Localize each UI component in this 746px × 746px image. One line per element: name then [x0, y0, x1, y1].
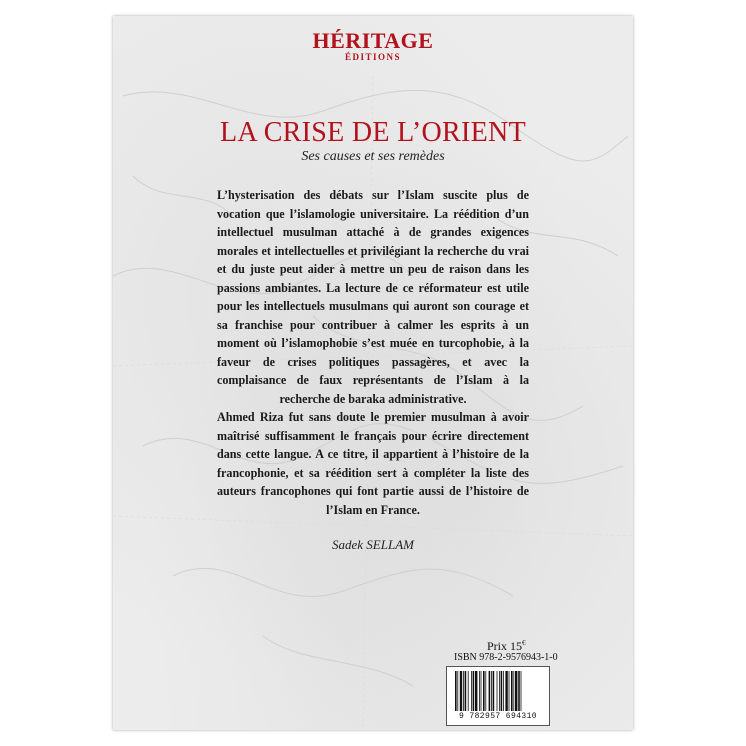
barcode-bar [503, 671, 504, 711]
barcode-bar [479, 671, 480, 711]
barcode-bar [509, 671, 510, 711]
barcode-bar [499, 671, 500, 711]
barcode-bar [489, 671, 491, 711]
blurb-text [217, 186, 529, 519]
barcode-bar [485, 671, 486, 711]
barcode-bar [460, 671, 462, 711]
barcode-bar [473, 671, 475, 711]
blurb-author: Sadek SELLAM [332, 537, 414, 552]
barcode-bar [493, 671, 495, 711]
barcode-bar [457, 671, 458, 711]
barcode-bar [471, 671, 472, 711]
barcode-bar [518, 671, 520, 711]
book-subtitle: Ses causes et ses remèdes [301, 149, 445, 164]
barcode-bar [468, 671, 469, 711]
barcode-bar [455, 671, 457, 711]
barcode-bar [481, 671, 482, 711]
barcode-bar [483, 671, 485, 711]
isbn-number: ISBN 978-2-9576943-1-0 [454, 652, 558, 663]
barcode-bar [513, 671, 514, 711]
barcode-bar [497, 671, 498, 711]
publisher-name: HÉRITAGE [312, 28, 434, 53]
price-currency: € [522, 639, 526, 647]
barcode-bar [491, 671, 492, 711]
barcode-digits: 9 782957 694310 [458, 712, 537, 721]
blurb-paragraph-1: L’hysterisation des débats sur l’Islam suscite plus de vocation que l’islamologie universitaire. La réédition d’un intellectuel musulman attaché à de grandes exigences morales et intellectuelles et privilégiant la recherche du vrai et du juste peut aider à mettre un peu de raison dans les passions ambiantes. La lecture de ce réformateur est utile pour les intellectuels musulmans qui auront son courage et sa franchise pour contribuer à calmer les esprits à un moment où l’islamophobie s’est muée en turcophobie, à la faveur de crises politiques passagères, et avec la complaisance de faux représentants de l’Islam à la recherche de baraka administrative. [217, 188, 529, 406]
barcode-bar [465, 671, 467, 711]
barcode-bar [511, 671, 513, 711]
publisher-logo [113, 30, 633, 62]
barcode [446, 666, 550, 726]
barcode-bar [501, 671, 503, 711]
book-back-cover [113, 16, 633, 730]
barcode-bar [463, 671, 464, 711]
barcode-bar [505, 671, 507, 711]
barcode-bars [455, 671, 541, 711]
publisher-subtitle: ÉDITIONS [344, 52, 401, 62]
barcode-bar [515, 671, 517, 711]
book-title: LA CRISE DE L’ORIENT [220, 117, 526, 148]
price-value: Prix 15 [487, 639, 523, 653]
blurb-paragraph-2: Ahmed Riza fut sans doute le premier musulman à avoir maîtrisé suffisamment le français pour écrire directement dans cette langue. A ce titre, il appartient à l’histoire de la francophonie, et sa réédition sert à compléter la liste des auteurs francophones qui font partie aussi de l’histoire de l’Islam en France. [217, 410, 529, 517]
barcode-bar [521, 671, 522, 711]
barcode-bar [475, 671, 477, 711]
